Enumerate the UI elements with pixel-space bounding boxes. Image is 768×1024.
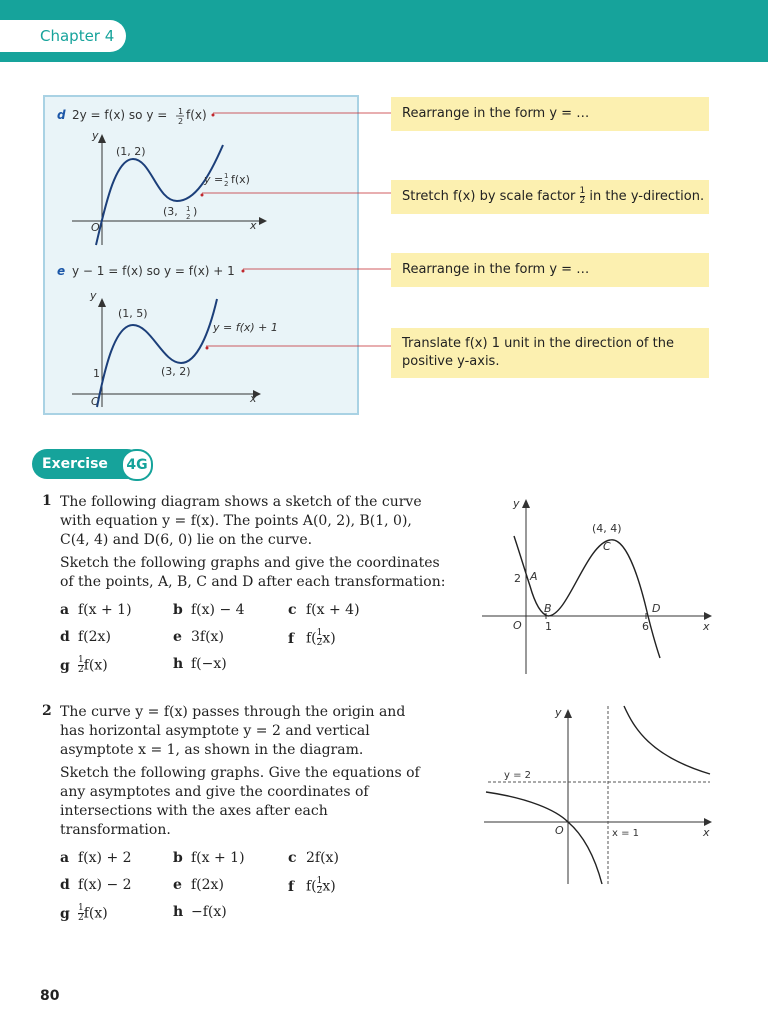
- worked-example-box: [43, 95, 359, 415]
- q1-text: [60, 493, 445, 592]
- note-rearrange-e-text: Rearrange in the form y = …: [402, 262, 590, 277]
- q1-x-label: x: [703, 620, 710, 633]
- fraction-denominator: 2: [316, 886, 323, 896]
- d-curve-label: y =: [204, 173, 224, 186]
- q1-point-C: C: [603, 540, 611, 553]
- q1-point-B: B: [544, 602, 552, 615]
- page-number: 80: [40, 988, 60, 1004]
- option-text: f(x): [83, 657, 108, 674]
- q1-line: Sketch the following graphs and give the coordinates: [60, 555, 440, 571]
- note-translate-line2: positive y-axis.: [402, 354, 500, 369]
- fraction-numerator: 1: [579, 186, 586, 196]
- note-rearrange-d: [391, 97, 709, 131]
- q2-graph: [478, 698, 718, 890]
- fraction-denominator: 2: [78, 665, 84, 675]
- q1-x-tick-1: 1: [545, 620, 552, 633]
- note-stretch-text-end: in the y-direction.: [585, 189, 705, 204]
- part-d-equation-rhs: f(x): [186, 108, 207, 122]
- option-letter: h: [173, 904, 184, 920]
- q1-point-D: D: [652, 602, 661, 615]
- option-text: f(x) − 2: [78, 877, 132, 893]
- d-origin-label: O: [91, 221, 100, 234]
- e-y-intercept: 1: [93, 367, 100, 380]
- exercise-label: Exercise: [32, 449, 142, 479]
- q2-text: [60, 703, 420, 840]
- d-curve-label-f: f(x): [231, 173, 250, 186]
- q1-y-label: y: [513, 497, 520, 510]
- q2-option-c: [288, 850, 339, 866]
- e-curve-label: y = f(x) + 1: [213, 321, 278, 334]
- option-text: f(: [306, 630, 317, 647]
- d-point-3-half-close: ): [193, 205, 198, 218]
- q2-option-d: [60, 877, 132, 893]
- q1-line: with equation y = f(x). The points A(0, 2), B(1, 0),: [60, 513, 412, 529]
- half-fraction-d: [176, 107, 184, 126]
- option-text: f(2x): [191, 877, 224, 893]
- q2-x-label: x: [703, 826, 710, 839]
- q2-option-h: [173, 904, 227, 920]
- note-translate-line1: Translate f(x) 1 unit in the direction of the: [402, 336, 674, 351]
- e-point-1-5: (1, 5): [118, 307, 148, 320]
- option-text: f(x): [83, 905, 108, 922]
- option-text: f(x + 4): [306, 602, 360, 618]
- q1-option-b: [173, 602, 245, 618]
- q2-option-e: [173, 877, 224, 893]
- q2-option-a: [60, 850, 132, 866]
- q1-line: The following diagram shows a sketch of the curve: [60, 494, 422, 510]
- option-letter: e: [173, 877, 182, 893]
- option-letter: g: [60, 657, 70, 674]
- option-text: x): [322, 878, 336, 895]
- q1-option-c: [288, 602, 360, 618]
- option-text: f(2x): [78, 629, 111, 645]
- option-text: f(x) + 2: [78, 850, 132, 866]
- q2-line: asymptote x = 1, as shown in the diagram.: [60, 742, 364, 758]
- q2-number: 2: [42, 703, 52, 719]
- note-translate: [391, 328, 709, 378]
- part-e-equation: y − 1 = f(x) so y = f(x) + 1: [72, 264, 235, 278]
- fraction-numerator: 1: [316, 628, 323, 638]
- part-e-label: e: [57, 264, 66, 278]
- option-letter: h: [173, 656, 184, 672]
- q1-option-d: [60, 629, 111, 645]
- option-text: f(: [306, 878, 317, 895]
- e-curve: [97, 299, 217, 407]
- q2-curve-left: [486, 792, 602, 884]
- note-rearrange-d-text: Rearrange in the form y = …: [402, 106, 590, 121]
- fraction-denominator: 2: [579, 196, 586, 206]
- q1-option-a: [60, 602, 132, 618]
- option-text: x): [322, 630, 336, 647]
- q1-line: C(4, 4) and D(6, 0) lie on the curve.: [60, 532, 313, 548]
- q2-line: The curve y = f(x) passes through the origin and: [60, 704, 406, 720]
- e-origin-label: O: [91, 395, 100, 408]
- option-letter: d: [60, 877, 70, 893]
- q2-option-b: [173, 850, 245, 866]
- d-y-label: y: [92, 129, 99, 142]
- example-graphs: [45, 97, 357, 413]
- d-point-1-2: (1, 2): [116, 145, 146, 158]
- q2-line: transformation.: [60, 822, 171, 838]
- fraction-numerator: 1: [78, 903, 84, 913]
- q1-graph: [478, 490, 718, 680]
- option-letter: f: [288, 878, 295, 895]
- option-text: f(x) − 4: [191, 602, 245, 618]
- q1-point-A: A: [530, 570, 538, 583]
- option-letter: b: [173, 602, 183, 618]
- q1-point-C-coords: (4, 4): [592, 522, 622, 535]
- q1-option-h: [173, 656, 227, 672]
- q2-curve-right: [624, 706, 710, 774]
- fraction-denominator: 2: [224, 180, 229, 188]
- q2-line: intersections with the axes after each: [60, 803, 328, 819]
- q1-x-tick-6: 6: [642, 620, 649, 633]
- fraction-denominator: 2: [178, 117, 184, 126]
- option-text: −f(x): [191, 904, 227, 920]
- fraction-numerator: 1: [186, 205, 191, 213]
- option-letter: f: [288, 630, 295, 647]
- q2-origin-label: O: [555, 824, 564, 837]
- fraction-denominator: 2: [186, 213, 191, 221]
- q2-line: any asymptotes and give the coordinates of: [60, 784, 369, 800]
- fraction-numerator: 1: [316, 876, 323, 886]
- q2-option-f: [288, 877, 336, 896]
- option-letter: a: [60, 850, 70, 866]
- option-letter: c: [288, 850, 297, 866]
- fraction-numerator: 1: [78, 655, 84, 665]
- d-point-3-half: (3,: [163, 205, 178, 218]
- exercise-number: 4G: [121, 449, 153, 481]
- option-text: f(x + 1): [191, 850, 245, 866]
- e-y-label: y: [90, 289, 97, 302]
- q1-y-tick-2: 2: [514, 572, 521, 585]
- exercise-heading: [32, 449, 155, 479]
- fraction-denominator: 2: [316, 638, 323, 648]
- q1-origin-label: O: [513, 619, 522, 632]
- q2-h-asymptote-label: y = 2: [504, 770, 532, 781]
- option-text: f(−x): [191, 656, 227, 672]
- fraction-denominator: 2: [78, 913, 84, 923]
- e-x-label: x: [250, 392, 257, 405]
- q1-number: 1: [42, 493, 52, 509]
- option-letter: e: [173, 629, 182, 645]
- note-rearrange-e: [391, 253, 709, 287]
- option-letter: c: [288, 602, 297, 618]
- e-point-3-2: (3, 2): [161, 365, 191, 378]
- q1-option-g: [60, 656, 108, 675]
- note-stretch-text: Stretch f(x) by scale factor: [402, 189, 580, 204]
- q2-option-g: [60, 904, 108, 923]
- q2-y-label: y: [555, 706, 562, 719]
- q2-v-asymptote-label: x = 1: [612, 828, 640, 839]
- q2-line: has horizontal asymptote y = 2 and vertical: [60, 723, 370, 739]
- q1-option-f: [288, 629, 336, 648]
- option-text: 2f(x): [306, 850, 339, 866]
- option-letter: b: [173, 850, 183, 866]
- d-curve: [96, 145, 223, 245]
- q2-line: Sketch the following graphs. Give the equations of: [60, 765, 420, 781]
- d-x-label: x: [250, 219, 257, 232]
- fraction-numerator: 1: [178, 107, 184, 116]
- option-letter: a: [60, 602, 70, 618]
- q1-option-e: [173, 629, 224, 645]
- option-letter: g: [60, 905, 70, 922]
- note-stretch: [391, 180, 709, 214]
- part-d-equation: 2y = f(x) so y =: [72, 108, 168, 122]
- part-d-label: d: [57, 108, 66, 122]
- option-letter: d: [60, 629, 70, 645]
- q1-line: of the points, A, B, C and D after each transformation:: [60, 574, 446, 590]
- q1-curve: [514, 536, 660, 658]
- option-text: 3f(x): [191, 629, 224, 645]
- option-text: f(x + 1): [78, 602, 132, 618]
- chapter-label: Chapter 4: [0, 20, 126, 52]
- fraction-numerator: 1: [224, 172, 229, 180]
